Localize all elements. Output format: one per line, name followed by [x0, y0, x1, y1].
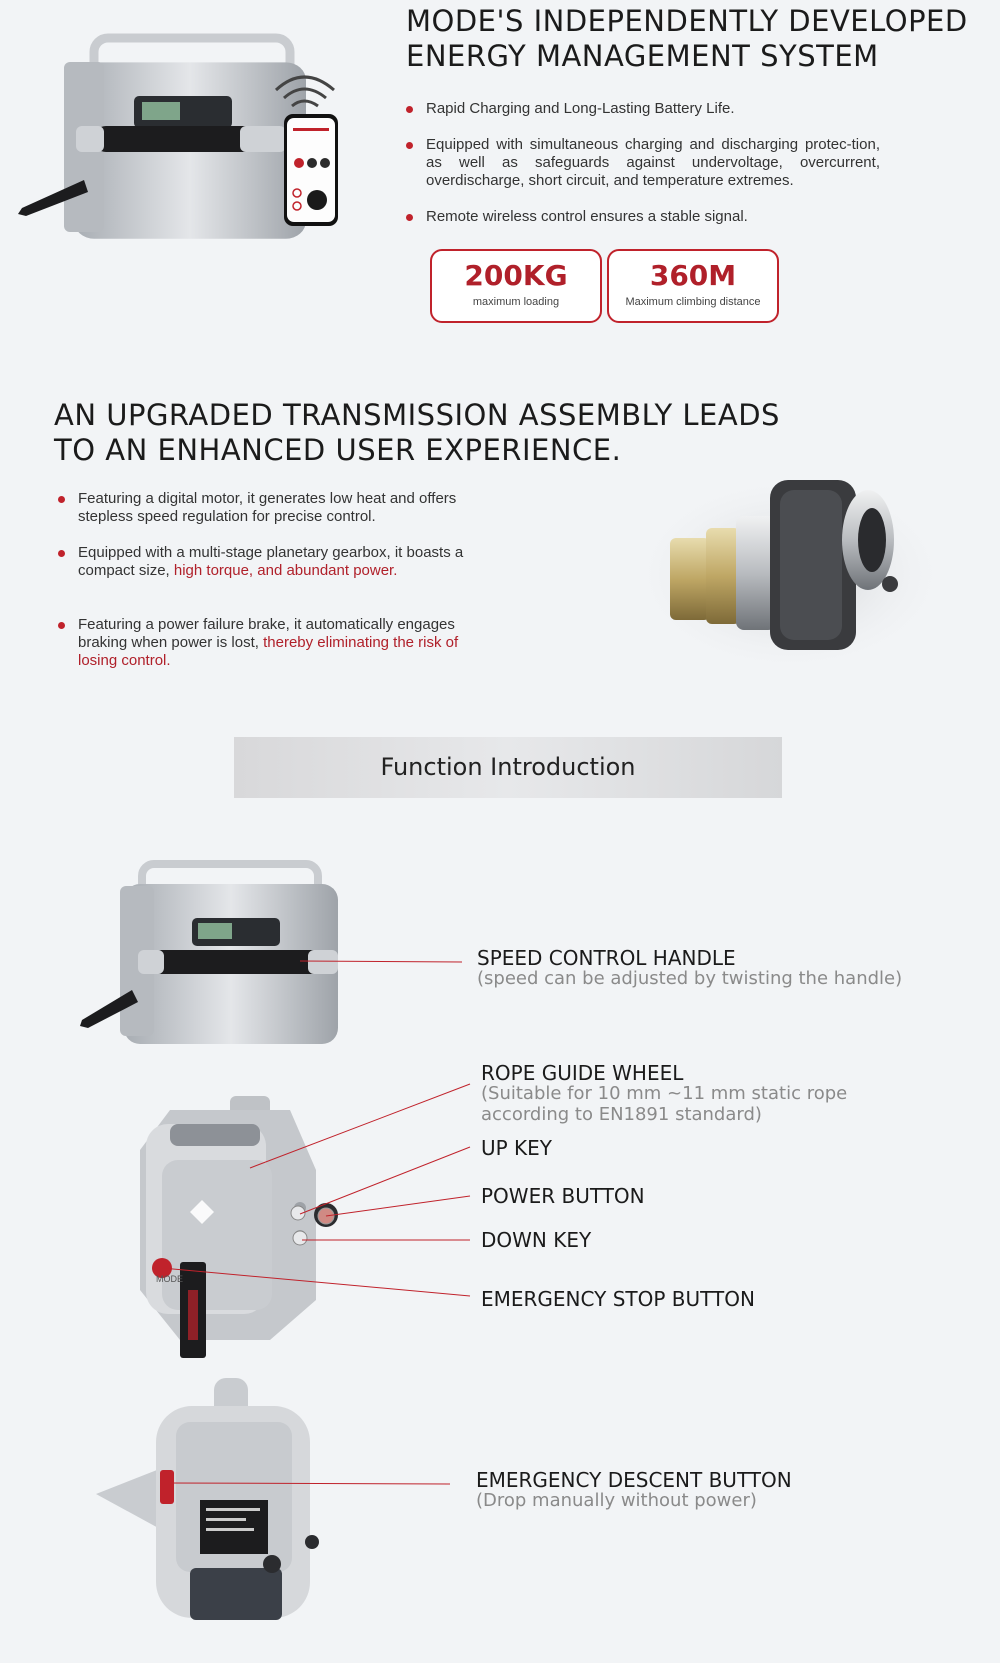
up-key-label: UP KEY	[481, 1136, 553, 1160]
emergency-descent-subtitle: (Drop manually without power)	[476, 1490, 757, 1511]
list-item-highlight: high torque, and abundant power.	[173, 562, 398, 579]
rope-guide-title: ROPE GUIDE WHEEL	[481, 1061, 684, 1085]
rope-guide-subtitle-line2: according to EN1891 standard)	[481, 1103, 762, 1125]
section2-title-line1: AN UPGRADED TRANSMISSION ASSEMBLY LEADS	[54, 398, 780, 432]
stat-value: 200KG	[464, 259, 568, 292]
list-item: Rapid Charging and Long-Lasting Battery Life.	[404, 100, 880, 118]
list-item: Equipped with simultaneous charging and discharging protec-tion, as well as safeguards against undervoltage, overcurrent, overdischarge, short circuit, and temperature extremes.	[404, 136, 880, 190]
stat-label: Maximum climbing distance	[625, 295, 761, 308]
section1-title-line2: ENERGY MANAGEMENT SYSTEM	[406, 38, 879, 73]
emergency-descent-title: EMERGENCY DESCENT BUTTON	[476, 1468, 792, 1492]
list-item-text: Featuring a power failure brake, it automatically engages braking when power is lost,	[78, 616, 455, 651]
list-item: Featuring a digital motor, it generates low heat and offers stepless speed regulation for precise control.	[56, 490, 476, 526]
speed-control-subtitle: (speed can be adjusted by twisting the handle)	[477, 968, 903, 989]
stat-label: maximum loading	[472, 295, 560, 308]
down-key-label: DOWN KEY	[481, 1228, 592, 1252]
list-item-highlight: thereby eliminating the risk of losing control.	[78, 634, 459, 669]
emergency-descent-label	[476, 1470, 976, 1512]
stat-value: 360M	[649, 259, 737, 292]
list-item-text: Equipped with a multi-stage planetary gearbox, it boasts a compact size,	[78, 544, 464, 579]
section2-title-line2: TO AN ENHANCED USER EXPERIENCE.	[54, 432, 622, 467]
banner-label: Function Introduction	[380, 753, 636, 781]
emergency-stop-label: EMERGENCY STOP BUTTON	[481, 1287, 755, 1311]
mode-logo-text: MODE	[156, 1274, 183, 1284]
section1-title-line1: MODE'S INDEPENDENTLY DEVELOPED	[406, 4, 968, 38]
power-button-label: POWER BUTTON	[481, 1184, 645, 1208]
rope-guide-subtitle-line1: (Suitable for 10 mm ~11 mm static rope	[481, 1083, 848, 1104]
speed-control-title: SPEED CONTROL HANDLE	[477, 946, 736, 970]
list-item: Remote wireless control ensures a stable signal.	[404, 208, 880, 226]
